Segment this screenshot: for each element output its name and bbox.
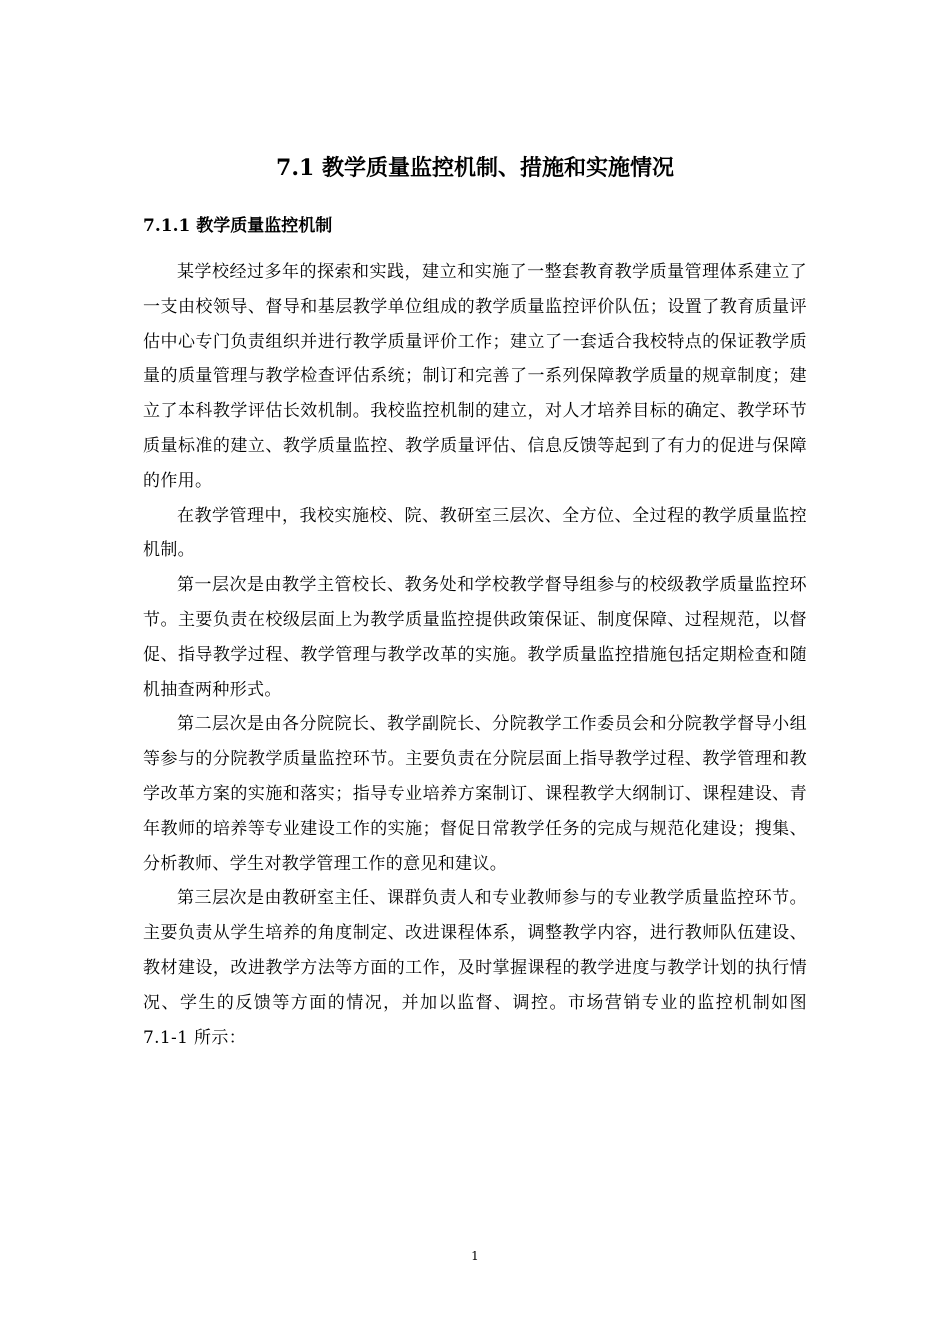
paragraph-overview: 在教学管理中，我校实施校、院、教研室三层次、全方位、全过程的教学质量监控机制。 — [143, 505, 807, 561]
section-heading: 7.1.1 教学质量监控机制 — [143, 216, 333, 236]
paragraph-level-one: 第一层次是由教学主管校长、教务处和学校教学督导组参与的校级教学质量监控环节。主要负责在校级层面上为教学质量监控提供政策保证、制度保障、过程规范，以督促、指导教学过程、教学管理与教学改革的实施。教学质量监控措施包括定期检查和随机抽查两种形式。 — [143, 575, 807, 700]
paragraph-intro: 某学校经过多年的探索和实践，建立和实施了一整套教育教学质量管理体系建立了一支由校领导、督导和基层教学单位组成的教学质量监控评价队伍；设置了教育质量评估中心专门负责组织并进行教学质量评价工作；建立了一套适合我校特点的保证教学质量的质量管理与教学检查评估系统；制订和完善了一系列保障教学质量的规章制度；建立了本科教学评估长效机制。我校监控机制的建立，对人才培养目标的确定、教学环节质量标准的建立、教学质量监控、教学质量评估、信息反馈等起到了有力的促进与保障的作用。 — [143, 262, 807, 491]
paragraph-level-two: 第二层次是由各分院院长、教学副院长、分院教学工作委员会和分院教学督导小组等参与的分院教学质量监控环节。主要负责在分院层面上指导教学过程、教学管理和教学改革方案的实施和落实；指导专业培养方案制订、课程教学大纲制订、课程建设、青年教师的培养等专业建设工作的实施；督促日常教学任务的完成与规范化建设；搜集、分析教师、学生对教学管理工作的意见和建议。 — [143, 714, 807, 874]
paragraph-level-three: 第三层次是由教研室主任、课群负责人和专业教师参与的专业教学质量监控环节。主要负责从学生培养的角度制定、改进课程体系，调整教学内容，进行教师队伍建设、教材建设，改进教学方法等方面的工作，及时掌握课程的教学进度与教学计划的执行情况、学生的反馈等方面的情况，并加以监督、调控。市场营销专业的监控机制如图 7.1-1 所示： — [143, 888, 807, 1048]
page-number: 1 — [471, 1249, 479, 1263]
body-text — [143, 255, 807, 1055]
page-title: 7.1 教学质量监控机制、措施和实施情况 — [276, 155, 674, 181]
